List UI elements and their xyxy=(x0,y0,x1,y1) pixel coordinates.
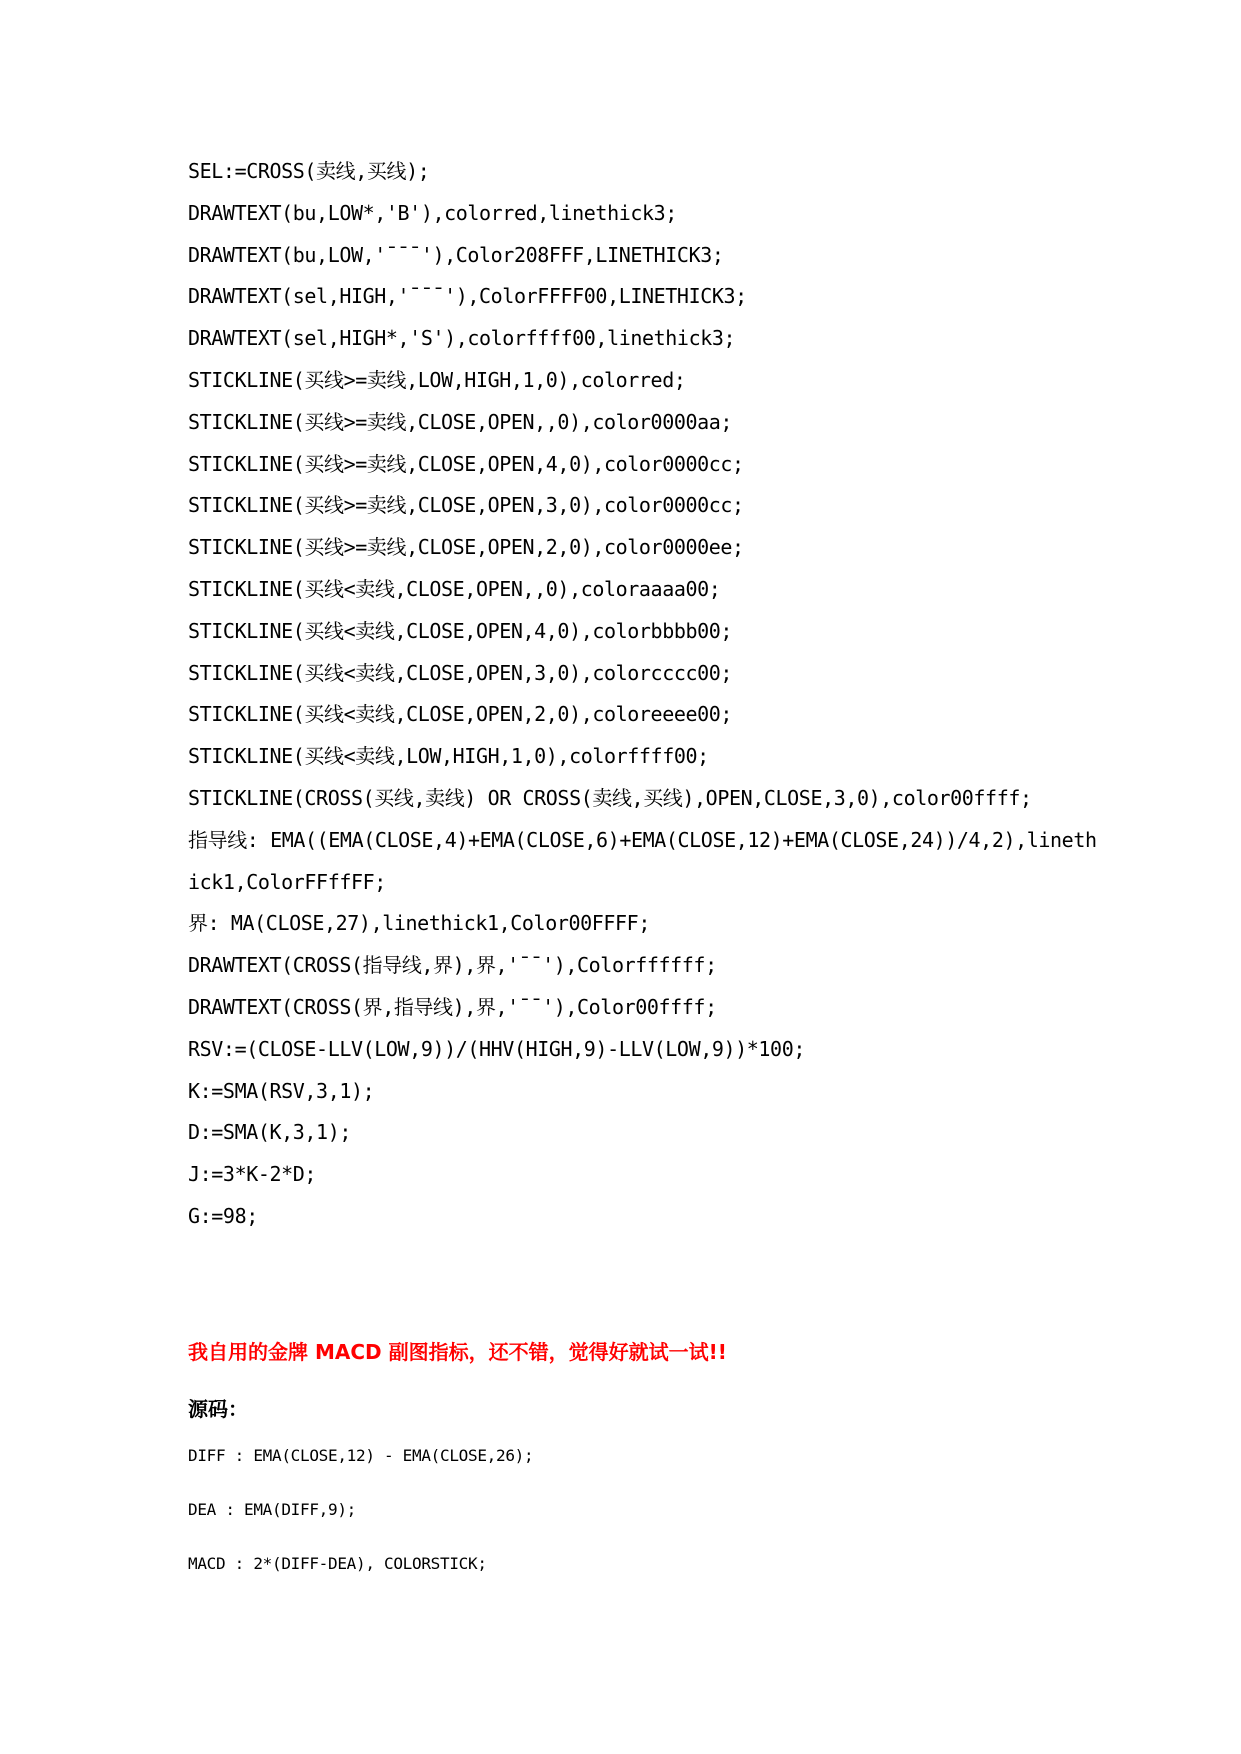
code-line: STICKLINE(买线>=卖线,CLOSE,OPEN,4,0),color0000cc; xyxy=(188,451,744,476)
formula-code-block xyxy=(188,159,1097,1247)
code-line: D:=SMA(K,3,1); xyxy=(188,1120,351,1145)
code-line: STICKLINE(买线<卖线,CLOSE,OPEN,4,0),colorbbbb00; xyxy=(188,618,733,643)
code-line: STICKLINE(CROSS(买线,卖线) OR CROSS(卖线,买线),OPEN,CLOSE,3,0),color00ffff; xyxy=(188,785,1032,810)
code-line: ick1,ColorFFffFF; xyxy=(188,869,386,894)
macd-code-block xyxy=(188,1446,533,1608)
macd-heading: 我自用的金牌 MACD 副图指标，还不错，觉得好就试一试!! xyxy=(188,1340,727,1364)
code-line: STICKLINE(买线>=卖线,CLOSE,OPEN,3,0),color0000cc; xyxy=(188,493,744,518)
code-line: DRAWTEXT(bu,LOW,'¯¯¯'),Color208FFF,LINETHICK3; xyxy=(188,242,724,267)
code-line: DRAWTEXT(bu,LOW*,'B'),colorred,linethick3; xyxy=(188,200,677,225)
code-line: STICKLINE(买线<卖线,CLOSE,OPEN,2,0),coloreeee00; xyxy=(188,702,733,727)
code-line: DRAWTEXT(CROSS(指导线,界),界,'¯¯'),Colorffffff; xyxy=(188,953,717,978)
macd-code-line: DIFF : EMA(CLOSE,12) - EMA(CLOSE,26); xyxy=(188,1446,534,1465)
code-line: STICKLINE(买线<卖线,CLOSE,OPEN,3,0),colorcccc00; xyxy=(188,660,733,685)
code-line: J:=3*K-2*D; xyxy=(188,1162,317,1187)
code-line: STICKLINE(买线<卖线,LOW,HIGH,1,0),colorffff00; xyxy=(188,744,709,769)
code-line: 界: MA(CLOSE,27),linethick1,Color00FFFF; xyxy=(188,911,650,936)
code-line: STICKLINE(买线>=卖线,CLOSE,OPEN,2,0),color0000ee; xyxy=(188,535,744,560)
code-line: STICKLINE(买线>=卖线,LOW,HIGH,1,0),colorred; xyxy=(188,367,686,392)
code-line: SEL:=CROSS(卖线,买线); xyxy=(188,159,430,183)
code-line: K:=SMA(RSV,3,1); xyxy=(188,1078,375,1103)
code-line: G:=98; xyxy=(188,1203,258,1228)
source-code-label: 源码： xyxy=(188,1397,248,1421)
code-line: DRAWTEXT(sel,HIGH*,'S'),colorffff00,linethick3; xyxy=(188,326,736,351)
code-line: STICKLINE(买线>=卖线,CLOSE,OPEN,,0),color0000aa; xyxy=(188,409,733,434)
code-line: DRAWTEXT(CROSS(界,指导线),界,'¯¯'),Color00ffff; xyxy=(188,994,717,1019)
code-line: 指导线: EMA((EMA(CLOSE,4)+EMA(CLOSE,6)+EMA(CLOSE,12)+EMA(CLOSE,24))/4,2),lineth xyxy=(188,827,1097,852)
code-line: STICKLINE(买线<卖线,CLOSE,OPEN,,0),coloraaaa00; xyxy=(188,576,721,601)
macd-code-line: DEA : EMA(DIFF,9); xyxy=(188,1500,356,1519)
code-line: RSV:=(CLOSE-LLV(LOW,9))/(HHV(HIGH,9)-LLV(LOW,9))*100; xyxy=(188,1036,805,1061)
macd-code-line: MACD : 2*(DIFF-DEA), COLORSTICK; xyxy=(188,1554,487,1573)
code-line: DRAWTEXT(sel,HIGH,'¯¯¯'),ColorFFFF00,LINETHICK3; xyxy=(188,284,747,309)
